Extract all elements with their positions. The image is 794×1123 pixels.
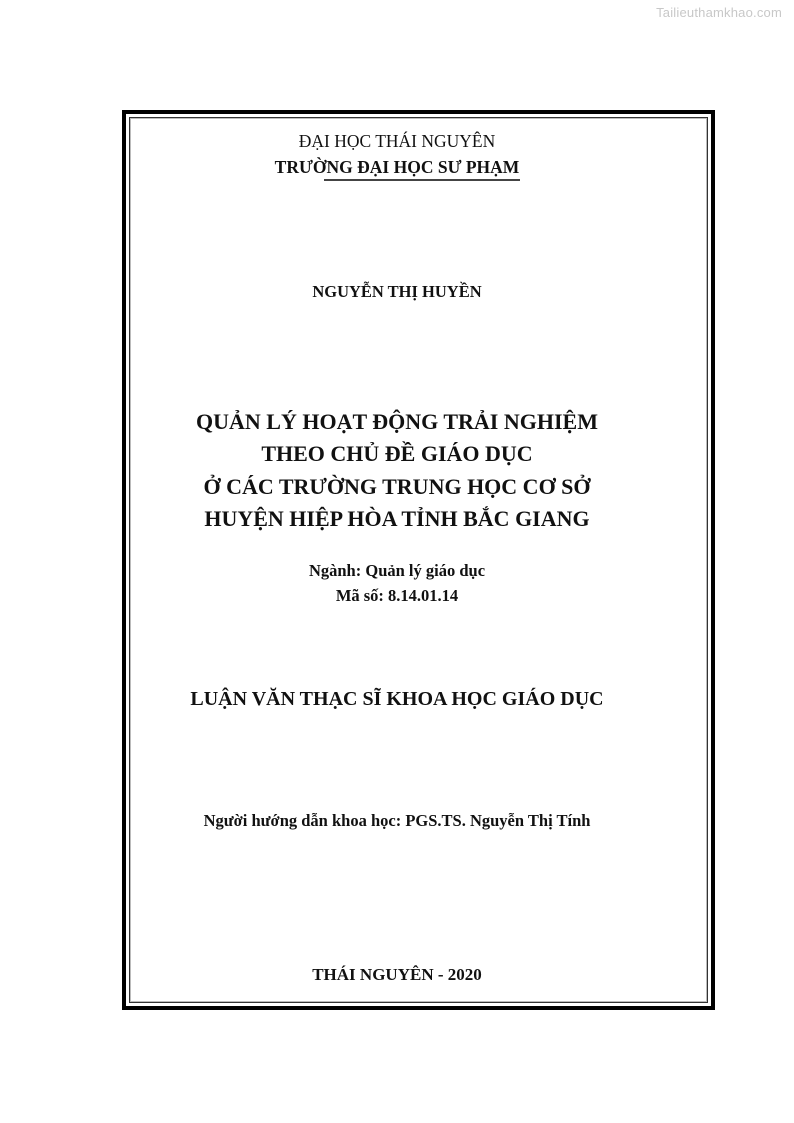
page-border-inner (129, 117, 708, 1003)
thesis-title-line-2: THEO CHỦ ĐỀ GIÁO DỤC (261, 441, 533, 466)
thesis-title-line-1: QUẢN LÝ HOẠT ĐỘNG TRẢI NGHIỆM (196, 409, 598, 434)
major-code: Mã số: 8.14.01.14 (335, 586, 459, 605)
advisor: Người hướng dẫn khoa học: PGS.TS. Nguyễn Thị Tính (203, 811, 591, 830)
major-label: Ngành: Quản lý giáo dục (308, 561, 486, 580)
organization-name: ĐẠI HỌC THÁI NGUYÊN (298, 131, 496, 151)
degree-type: LUẬN VĂN THẠC SĨ KHOA HỌC GIÁO DỤC (190, 688, 604, 710)
author-name: NGUYỄN THỊ HUYỀN (312, 282, 482, 301)
place-year: THÁI NGUYÊN - 2020 (312, 965, 482, 984)
thesis-title-line-3: Ở CÁC TRƯỜNG TRUNG HỌC CƠ SỞ (203, 474, 591, 499)
school-underline (324, 179, 520, 181)
thesis-title-line-4: HUYỆN HIỆP HÒA TỈNH BẮC GIANG (204, 506, 590, 531)
page-border (122, 110, 715, 1010)
watermark: Tailieuthamkhao.com (656, 5, 782, 20)
school-name: TRƯỜNG ĐẠI HỌC SƯ PHẠM (274, 157, 520, 177)
